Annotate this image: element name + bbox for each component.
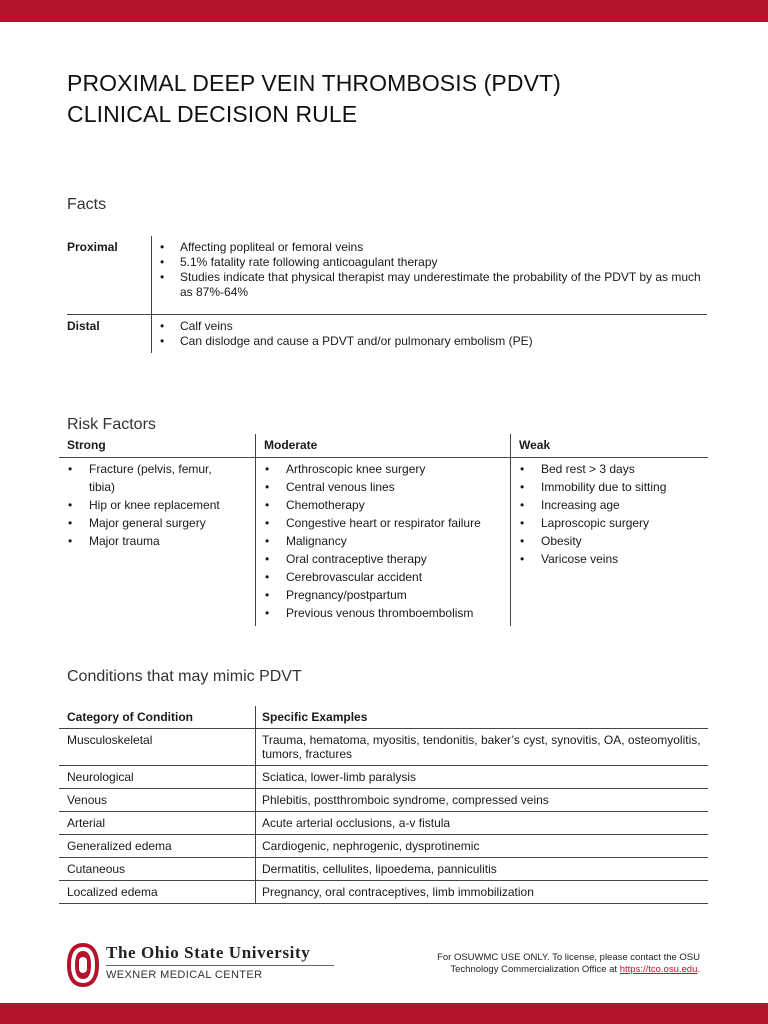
column-header-strong: Strong	[67, 438, 106, 452]
list-item: • Malignancy	[256, 532, 510, 550]
table-row	[59, 858, 708, 881]
logo-divider	[106, 965, 334, 966]
list-item: • Studies indicate that physical therapist may underestimate the probability of the PDVT by as much as 87%-64%	[156, 270, 707, 300]
table-cell-examples: Sciatica, lower-limb paralysis	[255, 766, 708, 788]
fact-row-distal	[67, 315, 707, 353]
list-item: • Bed rest > 3 days	[511, 460, 708, 478]
list-item: • Central venous lines	[256, 478, 510, 496]
table-cell-category: Arterial	[67, 816, 106, 830]
table-cell-category: Generalized edema	[67, 839, 172, 853]
list-item: • Cerebrovascular accident	[256, 568, 510, 586]
table-cell-examples: Dermatitis, cellulites, lipoedema, panniculitis	[255, 858, 708, 880]
list-item: • Obesity	[511, 532, 708, 550]
fact-label: Proximal	[67, 240, 118, 254]
list-item: • Varicose veins	[511, 550, 708, 568]
license-note	[400, 952, 700, 976]
column-header-weak: Weak	[510, 434, 708, 457]
moderate-column	[255, 458, 510, 626]
table-cell-category: Cutaneous	[67, 862, 126, 876]
table-cell-examples: Pregnancy, oral contraceptives, limb immobilization	[255, 881, 708, 903]
tco-link[interactable]: https://tco.osu.edu	[619, 964, 698, 975]
table-cell-examples: Trauma, hematoma, myositis, tendonitis, baker’s cyst, synovitis, OA, osteomyolitis, tumors, fractures	[255, 729, 708, 765]
fact-label: Distal	[67, 319, 100, 333]
license-note-line-2	[400, 964, 700, 976]
list-item: • 5.1% fatality rate following anticoagulant therapy	[156, 255, 707, 270]
facts-table	[67, 236, 707, 353]
column-header-examples: Specific Examples	[255, 706, 708, 728]
table-cell-category: Venous	[67, 793, 108, 807]
facts-heading: Facts	[67, 196, 107, 213]
table-cell-category: Neurological	[67, 770, 134, 784]
table-row	[59, 766, 708, 789]
list-item: • Oral contraceptive therapy	[256, 550, 510, 568]
license-note-line-1: For OSUWMC USE ONLY. To license, please contact the OSU	[437, 952, 700, 963]
risk-table-body	[59, 458, 708, 626]
list-item: • Fracture (pelvis, femur, tibia)	[59, 460, 229, 496]
table-row	[59, 729, 708, 766]
license-note-text: Technology Commercialization Office at	[450, 964, 620, 975]
list-item: • Previous venous thromboembolism	[256, 604, 510, 622]
column-header-category: Category of Condition	[67, 710, 193, 724]
list-item: • Immobility due to sitting	[511, 478, 708, 496]
list-item: • Congestive heart or respirator failure	[256, 514, 510, 532]
logo-subtitle: WEXNER MEDICAL CENTER	[106, 969, 263, 981]
conditions-header-row	[59, 706, 708, 729]
fact-items	[151, 315, 707, 353]
table-cell-examples: Acute arterial occlusions, a-v fistula	[255, 812, 708, 834]
table-cell-category: Localized edema	[67, 885, 158, 899]
list-item: • Pregnancy/postpartum	[256, 586, 510, 604]
table-cell-category: Musculoskeletal	[67, 733, 153, 747]
strong-column	[59, 458, 255, 626]
logo-wordmark: The Ohio State University	[106, 943, 311, 962]
list-item: • Chemotherapy	[256, 496, 510, 514]
top-brand-bar	[0, 0, 768, 22]
table-cell-examples: Phlebitis, postthromboic syndrome, compressed veins	[255, 789, 708, 811]
bottom-brand-bar	[0, 1003, 768, 1024]
osu-logo	[66, 942, 336, 990]
list-item: • Laproscopic surgery	[511, 514, 708, 532]
list-item: • Affecting popliteal or femoral veins	[156, 240, 707, 255]
conditions-heading: Conditions that may mimic PDVT	[67, 668, 302, 685]
table-row	[59, 789, 708, 812]
list-item: • Major trauma	[59, 532, 229, 550]
title-line-1: PROXIMAL DEEP VEIN THROMBOSIS (PDVT)	[67, 70, 561, 96]
title-line-2: CLINICAL DECISION RULE	[67, 101, 358, 127]
risk-factors-table	[59, 434, 708, 626]
table-row	[59, 812, 708, 835]
table-row	[59, 835, 708, 858]
list-item: • Can dislodge and cause a PDVT and/or pulmonary embolism (PE)	[156, 334, 707, 349]
fact-row-proximal	[67, 236, 707, 314]
table-cell-examples: Cardiogenic, nephrogenic, dysprotinemic	[255, 835, 708, 857]
list-item: • Arthroscopic knee surgery	[256, 460, 510, 478]
license-note-period: .	[697, 964, 700, 975]
column-header-moderate: Moderate	[255, 434, 510, 457]
list-item: • Hip or knee replacement	[59, 496, 229, 514]
list-item: • Increasing age	[511, 496, 708, 514]
list-item: • Major general surgery	[59, 514, 229, 532]
list-item: • Calf veins	[156, 319, 707, 334]
risk-table-header	[59, 434, 708, 458]
fact-items	[151, 236, 707, 314]
page-title	[67, 68, 707, 130]
block-o-icon	[66, 942, 100, 988]
weak-column	[510, 458, 708, 626]
table-row	[59, 881, 708, 904]
conditions-table	[59, 706, 708, 904]
risk-factors-heading: Risk Factors	[67, 416, 156, 433]
